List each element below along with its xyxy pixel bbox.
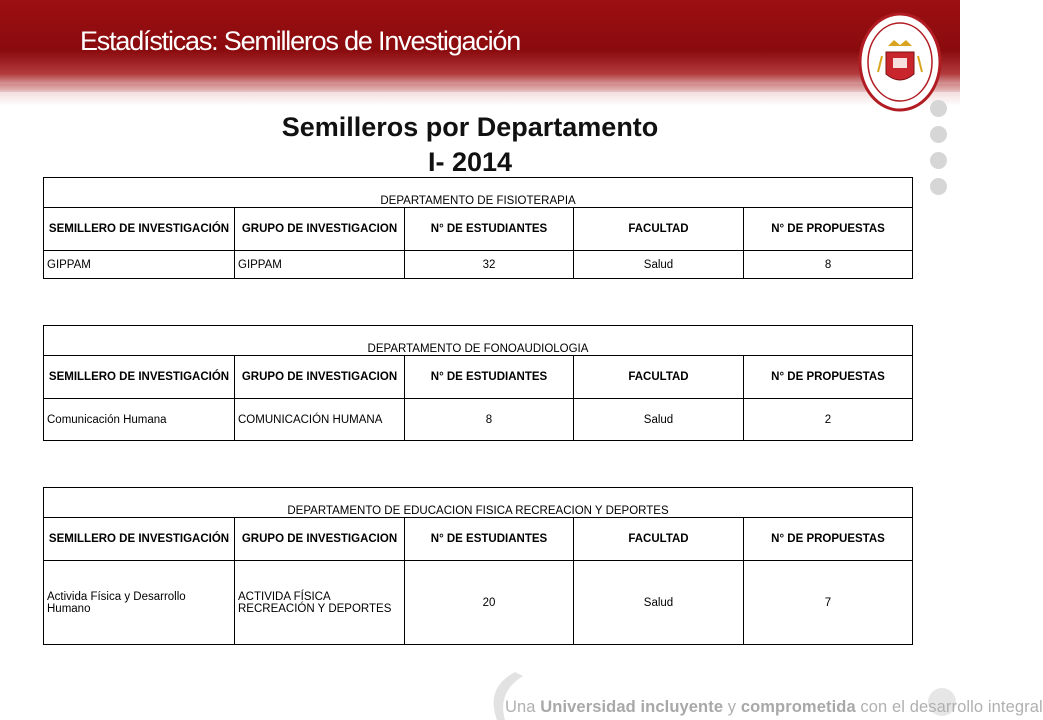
slide-title-line2: I- 2014	[427, 147, 513, 177]
cell-facultad: Salud	[574, 399, 744, 441]
table-row	[44, 251, 913, 279]
decorative-dot	[930, 126, 947, 143]
column-header-grupo: GRUPO DE INVESTIGACION	[235, 518, 405, 561]
department-title: DEPARTAMENTO DE FISIOTERAPIA	[44, 178, 913, 208]
column-header-semillero: SEMILLERO DE INVESTIGACIÓN	[44, 208, 235, 251]
decorative-dot	[930, 152, 947, 169]
cell-facultad: Salud	[574, 561, 744, 645]
cell-semillero: Activida Física y Desarrollo Humano	[44, 561, 235, 645]
footer-slogan-part: Una	[505, 698, 541, 716]
department-title: DEPARTAMENTO DE EDUCACION FISICA RECREACION Y DEPORTES	[44, 488, 913, 518]
cell-estudiantes: 20	[405, 561, 574, 645]
cell-grupo: ACTIVIDA FÍSICA RECREACIÓN Y DEPORTES	[235, 561, 405, 645]
cell-estudiantes: 8	[405, 399, 574, 441]
column-header-facultad: FACULTAD	[574, 518, 744, 561]
column-header-estudiantes: N° DE ESTUDIANTES	[405, 208, 574, 251]
column-header-propuestas: N° DE PROPUESTAS	[744, 518, 913, 561]
footer-slogan-bold: comprometida	[740, 698, 856, 716]
table-row	[44, 561, 913, 645]
column-header-grupo: GRUPO DE INVESTIGACION	[235, 208, 405, 251]
column-header-propuestas: N° DE PROPUESTAS	[744, 208, 913, 251]
slide-title	[160, 110, 780, 180]
page-heading: Estadísticas: Semilleros de Investigación	[80, 26, 521, 56]
decorative-dots	[930, 100, 950, 204]
footer-slogan	[505, 698, 1043, 717]
cell-semillero: GIPPAM	[44, 251, 235, 279]
table-row	[44, 399, 913, 441]
cell-propuestas: 7	[744, 561, 913, 645]
column-header-estudiantes: N° DE ESTUDIANTES	[405, 518, 574, 561]
column-header-propuestas: N° DE PROPUESTAS	[744, 356, 913, 399]
cell-facultad: Salud	[574, 251, 744, 279]
cell-grupo: COMUNICACIÓN HUMANA	[235, 399, 405, 441]
table-fisioterapia	[43, 177, 913, 279]
cell-estudiantes: 32	[405, 251, 574, 279]
cell-semillero: Comunicación Humana	[44, 399, 235, 441]
column-header-grupo: GRUPO DE INVESTIGACION	[235, 356, 405, 399]
university-seal-icon	[858, 12, 942, 112]
decorative-dot	[930, 100, 947, 117]
column-header-facultad: FACULTAD	[574, 208, 744, 251]
footer-slogan-part: y	[723, 698, 741, 716]
footer-slogan-part: con el desarrollo integral	[855, 698, 1043, 716]
column-header-facultad: FACULTAD	[574, 356, 744, 399]
table-fonoaudiologia	[43, 325, 913, 441]
cell-propuestas: 8	[744, 251, 913, 279]
column-header-semillero: SEMILLERO DE INVESTIGACIÓN	[44, 518, 235, 561]
cell-propuestas: 2	[744, 399, 913, 441]
cell-grupo: GIPPAM	[235, 251, 405, 279]
column-header-semillero: SEMILLERO DE INVESTIGACIÓN	[44, 356, 235, 399]
table-educacion-fisica	[43, 487, 913, 645]
slide-title-line1: Semilleros por Departamento	[281, 112, 659, 142]
decorative-dot	[930, 178, 947, 195]
column-header-estudiantes: N° DE ESTUDIANTES	[405, 356, 574, 399]
department-title: DEPARTAMENTO DE FONOAUDIOLOGIA	[44, 326, 913, 356]
footer-slogan-bold: Universidad incluyente	[540, 698, 724, 716]
